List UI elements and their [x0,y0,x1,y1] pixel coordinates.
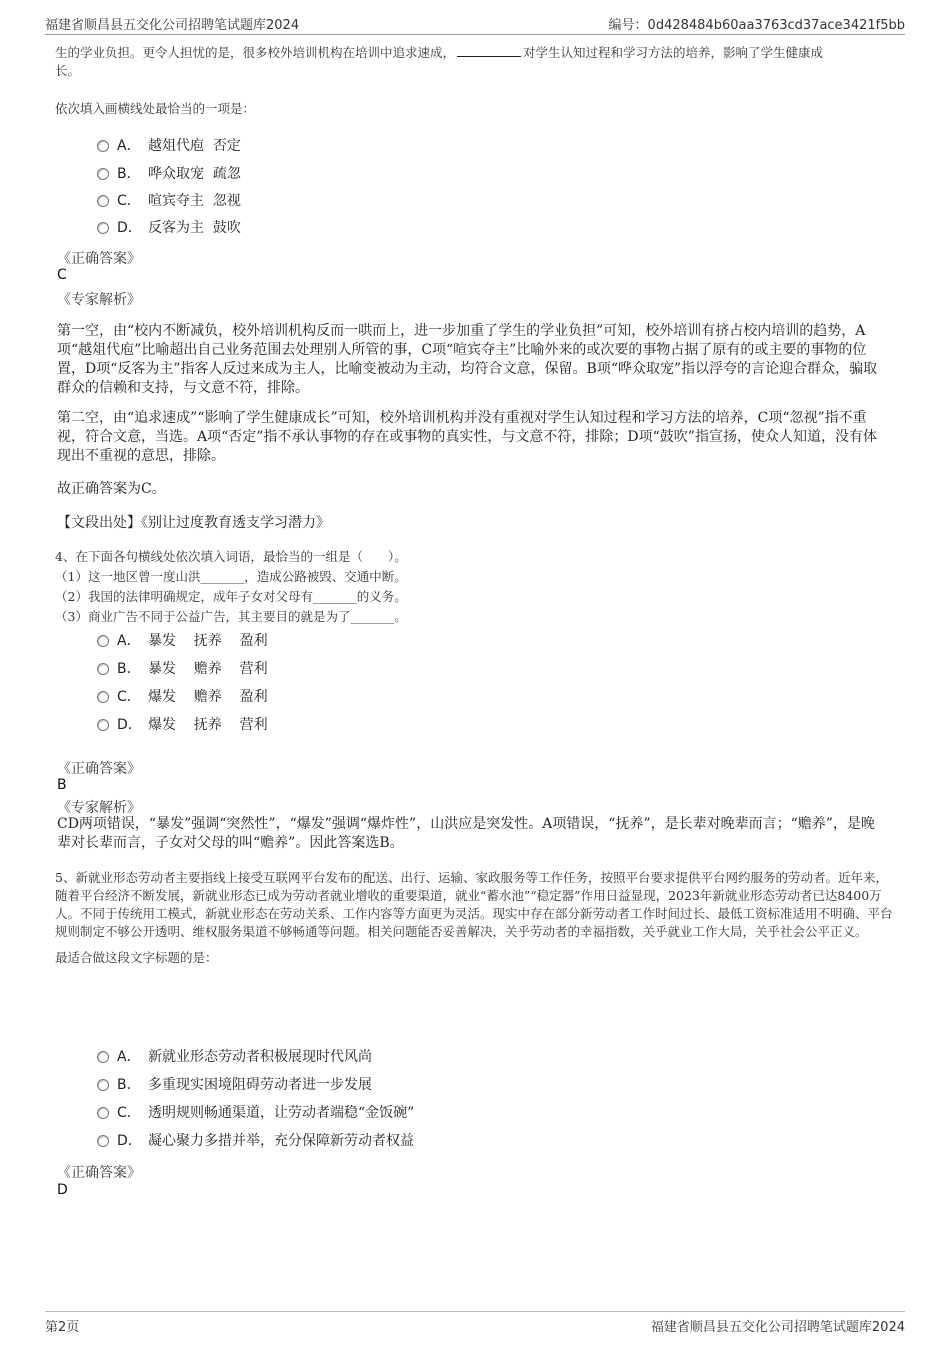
radio-icon[interactable] [97,663,109,675]
header-code: 编号：0d428484b60aa3763cd37ace3421f5bb [608,18,905,33]
q3-analysis-1: 第一空，由“校内不断减负，校外培训机构反而一哄而上，进一步加重了学生的学业负担”可知，校外培训有挤占校内培训的趋势，A项“越俎代庖”比喻超出自己业务范围去处理别人所管的事，C项“喧宾夺主”比喻外来的或次要的事物占据了原有的或主要的事物的位置，D项“反客为主”指客人反过来成为主人，比喻变被动为主动，均符合文意，保留。B项“哗众取宠”指以浮夸的言论迎合群众，骗取群众的信赖和支持，与文意不符，排除。 [57,323,878,396]
q3-prompt: 依次填入画横线处最恰当的一项是： [55,101,256,116]
q4-answer-label: 《正确答案》 [57,761,141,777]
radio-icon[interactable] [97,168,109,180]
q3-passage-b: 对学生认知过程和学习方法的培养，影响了学生健康成 [523,45,824,60]
q3-analysis-label: 《专家解析》 [57,292,141,308]
radio-icon[interactable] [97,1079,109,1091]
q3-passage-c: 长。 [55,63,81,78]
q4-answer: B [57,777,67,793]
q3-answer: C [57,267,67,283]
q5-prompt: 最适合做这段文字标题的是： [55,950,218,965]
page-footer [45,1311,905,1334]
header-title: 福建省顺昌县五交化公司招聘笔试题库2024 [45,18,300,33]
q3-answer-label: 《正确答案》 [57,251,141,267]
page-header [45,14,905,35]
q5-answer: D [57,1182,68,1198]
q5-answer-label: 《正确答案》 [57,1165,141,1181]
q3-passage [55,44,895,80]
radio-icon[interactable] [97,140,109,152]
q4-stem: 4、在下面各句横线处依次填入词语，最恰当的一组是（ ）。 [55,549,407,564]
q4-line-2: （2）我国的法律明确规定，成年子女对父母有_______的义务。 [55,589,407,604]
q3-passage-a: 生的学业负担。更令人担忧的是，很多校外培训机构在培训中追求速成， [55,45,456,60]
q5-stem: 5、新就业形态劳动者主要指线上接受互联网平台发布的配送、出行、运输、家政服务等工作任务，按照平台要求提供平台网约服务的劳动者。近年来，随着平台经济不断发展，新就业形态已成为劳动者就业增收的重要渠道，就业“蓄水池”“稳定器”作用日益显现，2023年新就业形态劳动者已达8400万人。不同于传统用工模式，新就业形态在劳动关系、工作内容等方面更为灵活。现实中存在部分新劳动者工作时间过长、最低工资标准适用不明确、平台规则制定不够公开透明、维权服务渠道不够畅通等问题。相关问题能否妥善解决，关乎劳动者的幸福指数，关乎就业工作大局，关乎社会公平正义。 [55,870,893,939]
footer-title: 福建省顺昌县五交化公司招聘笔试题库2024 [650,1320,905,1335]
q4-line-3: （3）商业广告不同于公益广告，其主要目的就是为了_______。 [55,609,407,624]
q3-analysis-conclusion: 故正确答案为C。 [57,481,166,497]
radio-icon[interactable] [97,691,109,703]
radio-icon[interactable] [97,719,109,731]
radio-icon[interactable] [97,1135,109,1147]
q4-line-1: （1）这一地区曾一度山洪_______，造成公路被毁、交通中断。 [55,569,407,584]
radio-icon[interactable] [97,635,109,647]
radio-icon[interactable] [97,195,109,207]
fill-blank [457,44,521,57]
q3-analysis-2: 第二空，由“追求速成”“影响了学生健康成长”可知，校外培训机构并没有重视对学生认知过程和学习方法的培养，C项“忽视”指不重视，符合文意，当选。A项“否定”指不承认事物的存在或事物的真实性，与文意不符，排除；D项“鼓吹”指宣扬，使众人知道，没有体现出不重视的意思，排除。 [57,410,877,464]
page-number: 第2页 [45,1320,80,1335]
q4-analysis-label: 《专家解析》 [57,800,141,816]
q4-analysis: CD两项错误，“暴发”强调“突然性”，“爆发”强调“爆炸性”，山洪应是突发性。A项错误，“抚养”，是长辈对晚辈而言；“赡养”，是晚辈对长辈而言，子女对父母的叫“赡养”。因此答案选B。 [57,816,875,851]
radio-icon[interactable] [97,1051,109,1063]
radio-icon[interactable] [97,222,109,234]
q3-source: 【文段出处】《别让过度教育透支学习潜力》 [57,515,330,531]
radio-icon[interactable] [97,1107,109,1119]
